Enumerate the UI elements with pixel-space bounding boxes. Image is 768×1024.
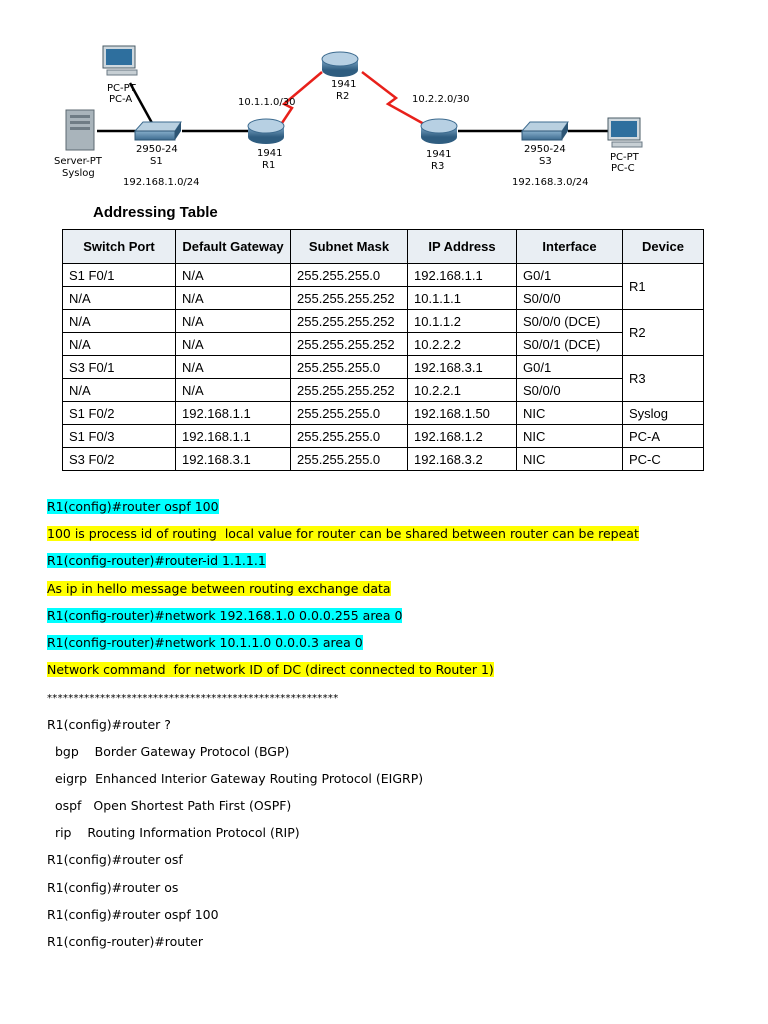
column-header-switch-port: Switch Port bbox=[63, 230, 176, 264]
table-row bbox=[63, 425, 704, 448]
table-cell: S0/0/0 (DCE) bbox=[517, 310, 623, 333]
table-cell: S0/0/1 (DCE) bbox=[517, 333, 623, 356]
column-header-device: Device bbox=[623, 230, 704, 264]
note-line bbox=[47, 715, 747, 742]
note-line bbox=[47, 932, 747, 959]
table-cell: S1 F0/1 bbox=[63, 264, 176, 287]
table-header-row bbox=[63, 230, 704, 264]
table-cell: 255.255.255.0 bbox=[291, 402, 408, 425]
pc-icon bbox=[608, 118, 642, 147]
r2-model-label: 1941 bbox=[331, 79, 357, 90]
r3-name-label: R3 bbox=[431, 161, 445, 172]
lan1-network-label: 192.168.1.0/24 bbox=[123, 177, 200, 188]
table-cell: G0/1 bbox=[517, 356, 623, 379]
table-cell: S1 F0/2 bbox=[63, 402, 176, 425]
note-text: As ip in hello message between routing exchange data bbox=[47, 580, 391, 596]
network-topology-diagram bbox=[0, 0, 768, 200]
server-name-label: Syslog bbox=[62, 168, 95, 179]
table-cell: 255.255.255.0 bbox=[291, 264, 408, 287]
table-row bbox=[63, 402, 704, 425]
note-line bbox=[47, 878, 747, 905]
note-text: R1(config-router)#router-id 1.1.1.1 bbox=[47, 553, 266, 569]
note-text: bgp Border Gateway Protocol (BGP) bbox=[47, 743, 290, 759]
table-row bbox=[63, 264, 704, 287]
note-line bbox=[47, 579, 747, 606]
wan2-network-label: 10.2.2.0/30 bbox=[412, 94, 470, 105]
device-cell: PC-C bbox=[623, 448, 704, 471]
table-cell: 192.168.1.1 bbox=[176, 425, 291, 448]
r3-model-label: 1941 bbox=[426, 149, 452, 160]
switch-icon bbox=[522, 122, 568, 140]
notes-section bbox=[47, 497, 747, 959]
note-line bbox=[47, 497, 747, 524]
note-line bbox=[47, 769, 747, 796]
s1-model-label: 2950-24 bbox=[136, 144, 178, 155]
column-header-default-gateway: Default Gateway bbox=[176, 230, 291, 264]
table-cell: 10.2.2.1 bbox=[408, 379, 517, 402]
addressing-table bbox=[62, 229, 704, 471]
table-cell: N/A bbox=[63, 333, 176, 356]
router-icon bbox=[421, 119, 457, 144]
note-line bbox=[47, 850, 747, 877]
table-cell: N/A bbox=[176, 310, 291, 333]
router-icon bbox=[248, 119, 284, 144]
s3-name-label: S3 bbox=[539, 156, 552, 167]
table-cell: 255.255.255.252 bbox=[291, 333, 408, 356]
table-cell: 192.168.1.1 bbox=[176, 402, 291, 425]
table-cell: N/A bbox=[176, 379, 291, 402]
table-cell: 192.168.1.50 bbox=[408, 402, 517, 425]
pc-c-type-label: PC-PT bbox=[610, 152, 639, 163]
note-line bbox=[47, 823, 747, 850]
note-text: R1(config)#router ospf 100 bbox=[47, 499, 219, 514]
note-text: R1(config)#router os bbox=[47, 879, 179, 895]
table-cell: 10.1.1.1 bbox=[408, 287, 517, 310]
device-cell: Syslog bbox=[623, 402, 704, 425]
s3-model-label: 2950-24 bbox=[524, 144, 566, 155]
device-cell: R2 bbox=[623, 310, 704, 356]
note-text: R1(config-router)#network 192.168.1.0 0.0.0.255 area 0 bbox=[47, 607, 403, 623]
table-cell: NIC bbox=[517, 402, 623, 425]
table-row bbox=[63, 379, 704, 402]
table-cell: S0/0/0 bbox=[517, 287, 623, 310]
table-cell: NIC bbox=[517, 448, 623, 471]
note-line bbox=[47, 633, 747, 660]
s1-name-label: S1 bbox=[150, 156, 163, 167]
device-cell: PC-A bbox=[623, 425, 704, 448]
table-row bbox=[63, 333, 704, 356]
table-cell: S3 F0/1 bbox=[63, 356, 176, 379]
server-type-label: Server-PT bbox=[54, 156, 102, 167]
note-text: R1(config-router)#router bbox=[47, 934, 203, 949]
table-cell: 192.168.3.1 bbox=[408, 356, 517, 379]
pc-c-name-label: PC-C bbox=[611, 163, 635, 174]
switch-icon bbox=[135, 122, 181, 140]
router-icon bbox=[322, 52, 358, 77]
note-line bbox=[47, 551, 747, 578]
note-text: 100 is process id of routing local value for router can be shared between router can be repeat bbox=[47, 526, 639, 542]
table-cell: N/A bbox=[176, 287, 291, 310]
pc-a-type-label: PC-PT bbox=[107, 83, 136, 94]
table-cell: 255.255.255.0 bbox=[291, 356, 408, 379]
note-text: Network command for network ID of DC (direct connected to Router 1) bbox=[47, 662, 494, 678]
table-cell: 255.255.255.0 bbox=[291, 448, 408, 471]
table-cell: 255.255.255.0 bbox=[291, 425, 408, 448]
server-icon bbox=[66, 110, 94, 150]
table-title: Addressing Table bbox=[93, 204, 218, 221]
table-row bbox=[63, 287, 704, 310]
note-line bbox=[47, 524, 747, 551]
note-text: R1(config)#router osf bbox=[47, 852, 183, 868]
table-cell: S0/0/0 bbox=[517, 379, 623, 402]
table-cell: 192.168.1.2 bbox=[408, 425, 517, 448]
note-text: R1(config)#router ospf 100 bbox=[47, 906, 219, 922]
table-cell: 10.1.1.2 bbox=[408, 310, 517, 333]
note-text: rip Routing Information Protocol (RIP) bbox=[47, 825, 300, 841]
table-row bbox=[63, 310, 704, 333]
note-line bbox=[47, 606, 747, 633]
table-cell: 192.168.3.1 bbox=[176, 448, 291, 471]
table-cell: N/A bbox=[63, 287, 176, 310]
table-cell: NIC bbox=[517, 425, 623, 448]
table-cell: 10.2.2.2 bbox=[408, 333, 517, 356]
pc-a-name-label: PC-A bbox=[109, 94, 133, 105]
r1-name-label: R1 bbox=[262, 160, 276, 171]
table-cell: G0/1 bbox=[517, 264, 623, 287]
note-text: R1(config)#router ? bbox=[47, 716, 171, 732]
pc-icon bbox=[103, 46, 137, 75]
table-cell: S1 F0/3 bbox=[63, 425, 176, 448]
column-header-ip-address: IP Address bbox=[408, 230, 517, 264]
table-cell: 255.255.255.252 bbox=[291, 379, 408, 402]
table-cell: N/A bbox=[63, 379, 176, 402]
table-cell: N/A bbox=[176, 264, 291, 287]
table-cell: S3 F0/2 bbox=[63, 448, 176, 471]
table-row bbox=[63, 448, 704, 471]
note-text: ******************************************************* bbox=[47, 693, 339, 705]
note-line bbox=[47, 660, 747, 687]
note-line bbox=[47, 905, 747, 932]
column-header-interface: Interface bbox=[517, 230, 623, 264]
r2-name-label: R2 bbox=[336, 91, 350, 102]
note-line bbox=[47, 742, 747, 769]
table-cell: N/A bbox=[176, 356, 291, 379]
lan3-network-label: 192.168.3.0/24 bbox=[512, 177, 589, 188]
note-text: R1(config-router)#network 10.1.1.0 0.0.0.3 area 0 bbox=[47, 634, 363, 650]
note-text: ospf Open Shortest Path First (OSPF) bbox=[47, 798, 292, 814]
device-cell: R1 bbox=[623, 264, 704, 310]
separator-line bbox=[47, 687, 747, 714]
table-cell: N/A bbox=[63, 310, 176, 333]
table-cell: 192.168.3.2 bbox=[408, 448, 517, 471]
note-text: eigrp Enhanced Interior Gateway Routing Protocol (EIGRP) bbox=[47, 770, 424, 786]
note-line bbox=[47, 796, 747, 823]
r1-model-label: 1941 bbox=[257, 148, 283, 159]
wan1-network-label: 10.1.1.0/30 bbox=[238, 97, 296, 108]
table-cell: 255.255.255.252 bbox=[291, 310, 408, 333]
device-cell: R3 bbox=[623, 356, 704, 402]
table-cell: 255.255.255.252 bbox=[291, 287, 408, 310]
table-cell: 192.168.1.1 bbox=[408, 264, 517, 287]
table-cell: N/A bbox=[176, 333, 291, 356]
column-header-subnet-mask: Subnet Mask bbox=[291, 230, 408, 264]
table-row bbox=[63, 356, 704, 379]
